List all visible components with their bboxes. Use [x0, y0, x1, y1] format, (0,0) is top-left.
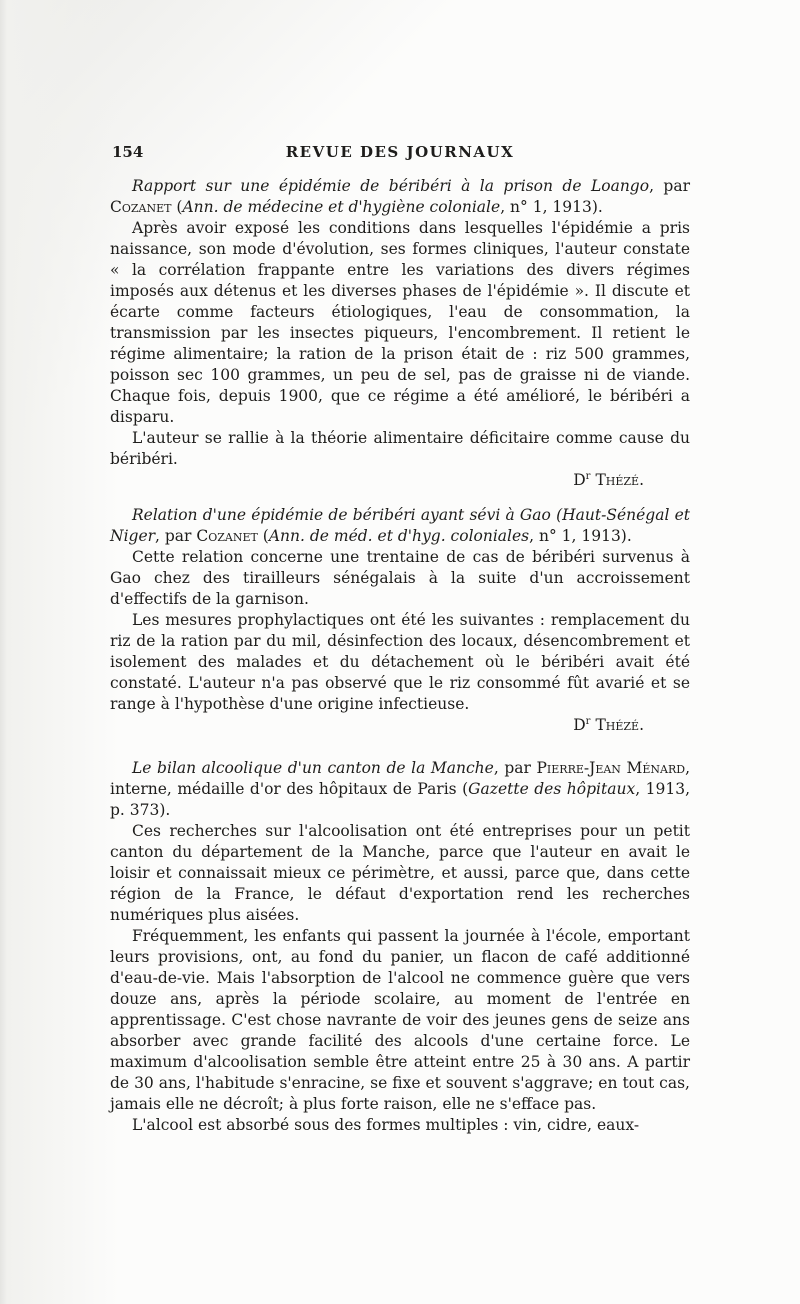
paragraph: Fréquemment, les enfants qui passent la journée à l'école, emportant leurs provisions, ont, au fond du panier, un flacon de café additionné d'eau-de-vie. Mais l'absorption de l'alcool ne commence guère que vers douze ans, après la période scolaire, au moment de l'entrée en apprentissage. C'est chose navrante de voir des jeunes gens de seize ans absorber avec grande facilité des alcools d'une certaine force. Le maximum d'alcoolisation semble être atteint entre 25 à 30 ans. A partir de 30 ans, l'habitude s'enracine, se fixe et souvent s'aggrave; en tout cas, jamais elle ne décroît; à plus forte raison, elle ne s'efface pas. [110, 927, 690, 1113]
article-beriberi-prison-loango [110, 176, 690, 491]
paragraph: Cette relation concerne une trentaine de cas de béribéri survenus à Gao chez des tirailleurs sénégalais à la suite d'un accroissement d'effectifs de la garnison. [110, 548, 690, 608]
author-signature: $D^r$ Thézé. [573, 715, 644, 734]
text-column [110, 176, 690, 1136]
article-title: Rapport sur une épidémie de béribéri à la prison de Loango, par Cozanet (Ann. de médecine et d'hygiène coloniale, n° 1, 1913). [110, 177, 690, 216]
article-title: Relation d'une épidémie de béribéri ayant sévi à Gao (Haut-Sénégal et Niger, par Cozanet (Ann. de méd. et d'hyg. coloniales, n° 1, 1913). [110, 506, 690, 545]
article-bilan-alcoolique-manche [110, 758, 690, 1136]
page-number: 154 [112, 143, 144, 161]
article-title: Le bilan alcoolique d'un canton de la Manche, par Pierre-Jean Ménard, interne, médaille d'or des hôpitaux de Paris (Gazette des hôpitaux, 1913, p. 373). [110, 759, 691, 819]
article-beriberi-gao [110, 505, 690, 736]
paragraph: Ces recherches sur l'alcoolisation ont été entreprises pour un petit canton du département de la Manche, parce que l'auteur en avait le loisir et connaissait mieux ce périmètre, et aussi, parce que, dans cette région de la France, le défaut d'exportation rend les recherches numériques plus aisées. [110, 822, 690, 924]
paragraph: Après avoir exposé les conditions dans lesquelles l'épidémie a pris naissance, son mode d'évolution, ses formes cliniques, l'auteur constate « la corrélation frappante entre les variations des divers régimes imposés aux détenus et les diverses phases de l'épidémie ». Il discute et écarte comme facteurs étiologiques, l'eau de consommation, la transmission par les insectes piqueurs, l'encombrement. Il retient le régime alimentaire; la ration de la prison était de : riz 500 grammes, poisson sec 100 grammes, un peu de sel, pas de graisse ni de viande. Chaque fois, depuis 1900, que ce régime a été amélioré, le béribéri a disparu. [110, 219, 690, 426]
page-header [110, 143, 690, 163]
author-signature: $D^r$ Thézé. [573, 470, 644, 489]
paragraph: L'auteur se rallie à la théorie alimentaire déficitaire comme cause du béribéri. [110, 429, 690, 468]
paragraph: L'alcool est absorbé sous des formes multiples : vin, cidre, eaux- [132, 1116, 640, 1134]
running-title: REVUE DES JOURNAUX [285, 143, 515, 161]
paragraph: Les mesures prophylactiques ont été les suivantes : remplacement du riz de la ration par du mil, désinfection des locaux, désencombrement et isolement des malades et du détachement où le béribéri avait été constaté. L'auteur n'a pas observé que le riz consommé fût avarié et se range à l'hypothèse d'une origine infectieuse. [110, 611, 690, 713]
